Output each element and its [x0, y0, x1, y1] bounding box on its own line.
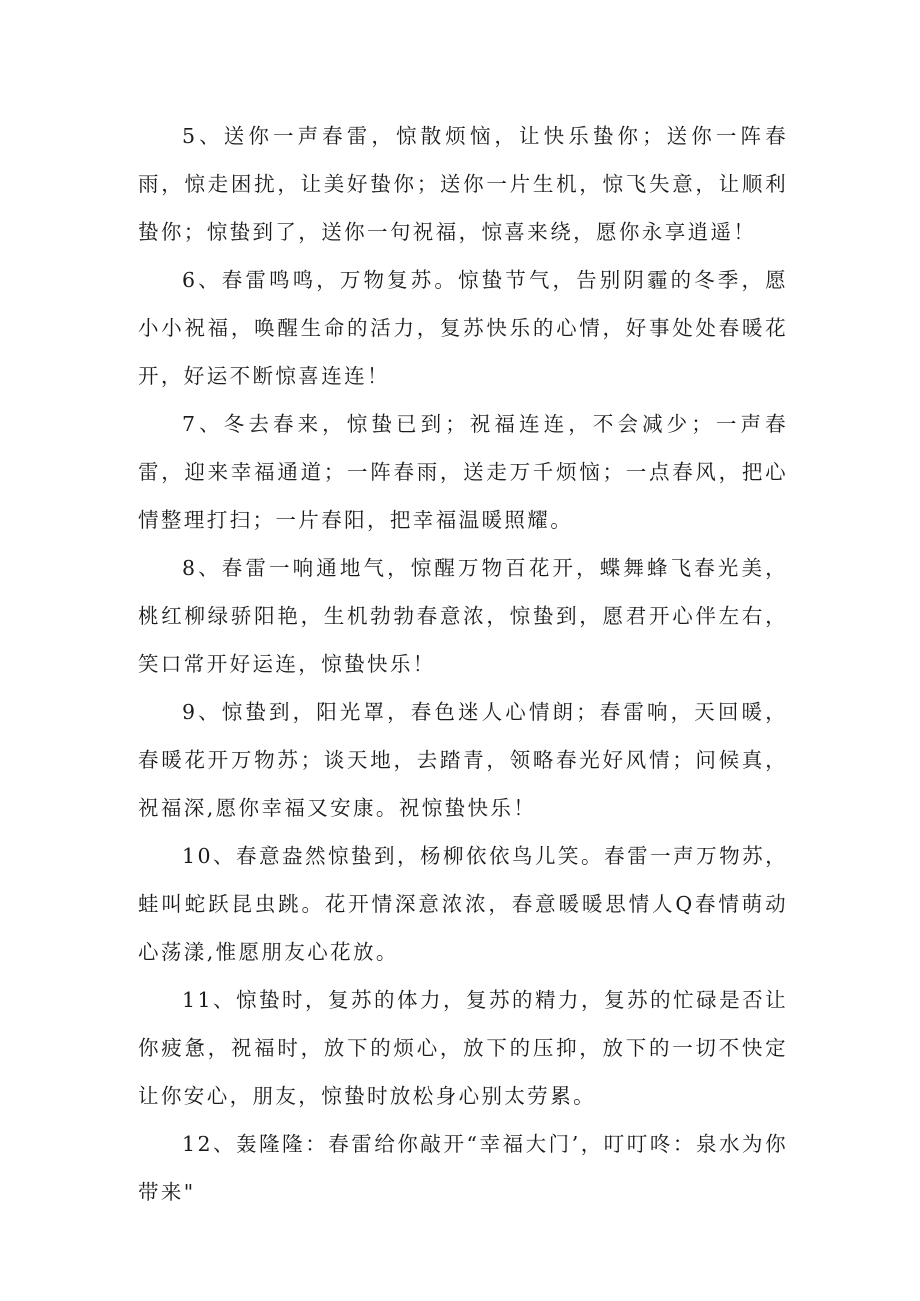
- document-body: [138, 112, 788, 1216]
- paragraph-11: 11、惊蛰时，复苏的体力，复苏的精力，复苏的忙碌是否让你疲惫，祝福时，放下的烦心，放下的压抑，放下的一切不快定让你安心，朋友，惊蛰时放松身心别太劳累。: [138, 988, 788, 1108]
- paragraph-7: 7、冬去春来，惊蛰已到；祝福连连，不会减少；一声春雷，迎来幸福通道；一阵春雨，送走万千烦恼；一点春风，把心情整理打扫；一片春阳，把幸福温暖照耀。: [138, 412, 788, 532]
- paragraph-12: 12、轰隆隆：春雷给你敲开“幸福大门’，叮叮咚：泉水为你带来": [138, 1132, 788, 1204]
- paragraph-6: 6、春雷鸣鸣，万物复苏。惊蛰节气，告别阴霾的冬季，愿小小祝福，唤醒生命的活力，复苏快乐的心情，好事处处春暖花开，好运不断惊喜连连！: [138, 268, 788, 388]
- paragraph-9: 9、惊蛰到，阳光罩，春色迷人心情朗；春雷响，天回暖，春暖花开万物苏；谈天地，去踏青，领略春光好风情；问候真，祝福深,愿你幸福又安康。祝惊蛰快乐！: [138, 700, 788, 820]
- paragraph-5: 5、送你一声春雷，惊散烦恼，让快乐蛰你；送你一阵春雨，惊走困扰，让美好蛰你；送你一片生机，惊飞失意，让顺利蛰你；惊蛰到了，送你一句祝福，惊喜来绕，愿你永享逍遥！: [138, 124, 788, 244]
- paragraph-8: 8、春雷一响通地气，惊醒万物百花开，蝶舞蜂飞春光美，桃红柳绿骄阳艳，生机勃勃春意浓，惊蛰到，愿君开心伴左右，笑口常开好运连，惊蛰快乐！: [138, 556, 788, 676]
- paragraph-10: 10、春意盎然惊蛰到，杨柳依依鸟儿笑。春雷一声万物苏，蛙叫蛇跃昆虫跳。花开情深意浓浓，春意暖暖思情人Q春情萌动心荡漾,惟愿朋友心花放。: [138, 844, 788, 964]
